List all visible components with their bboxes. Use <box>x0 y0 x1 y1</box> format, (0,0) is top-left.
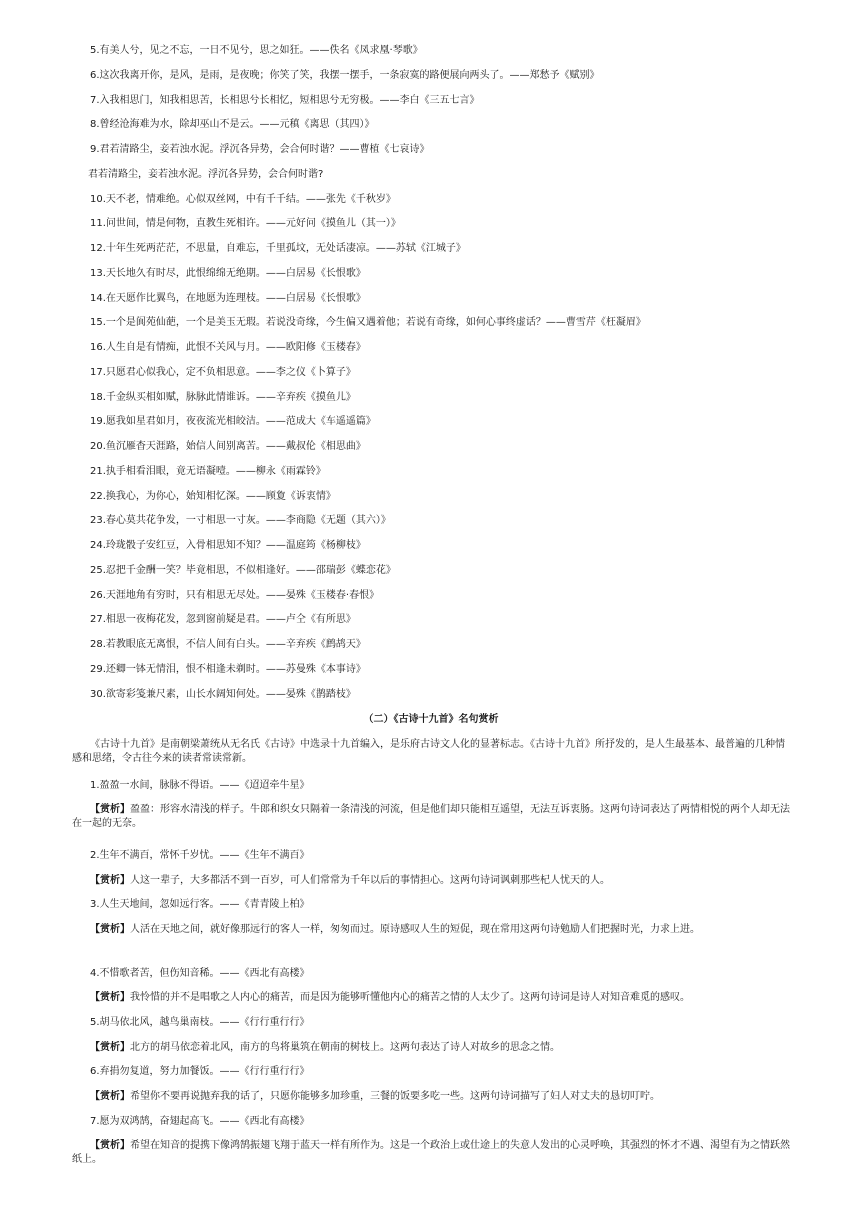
analysis-tag: 【赏析】 <box>90 804 130 815</box>
section-title: （二）《古诗十九首》名句赏析 <box>363 714 499 725</box>
poem-line-6: 6.这次我离开你，是风，是雨，是夜晚；你笑了笑，我摆一摆手，一条寂寞的路便展向两头了。——郑愁予《赋别》 <box>90 70 600 81</box>
analysis-7-text: 希望在知音的提携下像鸿鹄振翅飞翔于蓝天一样有所作为。这是一个政治上或仕途上的失意人发出的心灵呼唤，其强烈的怀才不遇、渴望有为之情跃然纸上。 <box>72 1140 790 1165</box>
analysis-5-text: 北方的胡马依恋着北风，南方的鸟将巢筑在朝南的树枝上。这两句表达了诗人对故乡的思念之情。 <box>130 1042 560 1053</box>
analysis-1-note <box>72 803 790 831</box>
poem-line-16: 16.人生自是有情痴，此恨不关风与月。——欧阳修《玉楼春》 <box>90 342 366 353</box>
analysis-6-text: 希望你不要再说抛弃我的话了，只愿你能够多加珍重，三餐的饭要多吃一些。这两句诗词描写了妇人对丈夫的恳切叮咛。 <box>130 1091 660 1102</box>
poem-line-25: 25.忍把千金酬一笑？毕竟相思，不似相逢好。——邵瑞彭《蝶恋花》 <box>90 565 396 576</box>
poem-line-29: 29.还卿一钵无情泪，恨不相逢未剃时。——苏曼殊《本事诗》 <box>90 664 366 675</box>
section-intro: 《古诗十九首》是南朝梁萧统从无名氏《古诗》中选录十九首编入，是乐府古诗文人化的显著标志。《古诗十九首》所抒发的，是人生最基本、最普遍的几种情感和思绪，令古往今来的读者常读常新。 <box>72 739 785 764</box>
analysis-1-line: 1.盈盈一水间，脉脉不得语。——《迢迢牵牛星》 <box>90 780 310 791</box>
poem-line-19: 19.愿我如星君如月，夜夜流光相皎洁。——范成大《车遥遥篇》 <box>90 416 376 427</box>
analysis-7-note <box>72 1139 790 1167</box>
analysis-4-text: 我怜惜的并不是唱歌之人内心的痛苦，而是因为能够听懂他内心的痛苦之情的人太少了。这两句诗词是诗人对知音难觅的感叹。 <box>130 992 690 1003</box>
poem-line-10: 10.天不老，情难绝。心似双丝网，中有千千结。——张先《千秋岁》 <box>90 194 396 205</box>
analysis-tag: 【赏析】 <box>90 1042 130 1053</box>
poem-line-9: 9.君若清路尘，妾若浊水泥。浮沉各异势，会合何时谐？——曹植《七哀诗》 <box>90 144 430 155</box>
poem-line-23: 23.春心莫共花争发，一寸相思一寸灰。——李商隐《无题（其六）》 <box>90 515 391 526</box>
analysis-tag: 【赏析】 <box>90 875 130 886</box>
poem-line-14: 14.在天愿作比翼鸟，在地愿为连理枝。——白居易《长恨歌》 <box>90 293 366 304</box>
poem-line-12: 12.十年生死两茫茫，不思量，自难忘，千里孤坟，无处话凄凉。——苏轼《江城子》 <box>90 243 466 254</box>
analysis-4-line: 4.不惜歌者苦，但伤知音稀。——《西北有高楼》 <box>90 968 310 979</box>
analysis-3-text: 人活在天地之间，就好像那远行的客人一样，匆匆而过。原诗感叹人生的短促，现在常用这两句诗勉励人们把握时光，力求上进。 <box>130 924 700 935</box>
poem-line-28: 28.若教眼底无离恨，不信人间有白头。——辛弃疾《鹧鸪天》 <box>90 639 366 650</box>
analysis-5-note <box>72 1041 790 1055</box>
analysis-tag: 【赏析】 <box>90 924 130 935</box>
poem-line-18: 18.千金纵买相如赋，脉脉此情谁诉。——辛弃疾《摸鱼儿》 <box>90 392 356 403</box>
analysis-2-note <box>72 874 790 888</box>
poem-line-7: 7.入我相思门，知我相思苦，长相思兮长相忆，短相思兮无穷极。——李白《三五七言》 <box>90 95 480 106</box>
analysis-6-line: 6.弃捐勿复道，努力加餐饭。——《行行重行行》 <box>90 1066 310 1077</box>
analysis-6-note <box>72 1090 790 1104</box>
poem-line-26: 26.天涯地角有穷时，只有相思无尽处。——晏殊《玉楼春·春恨》 <box>90 590 380 601</box>
poem-line-21: 21.执手相看泪眼，竟无语凝噎。——柳永《雨霖铃》 <box>90 466 326 477</box>
poem-line-20: 20.鱼沉雁杳天涯路，始信人间别离苦。——戴叔伦《相思曲》 <box>90 441 366 452</box>
poem-line-24: 24.玲珑骰子安红豆，入骨相思知不知？——温庭筠《杨柳枝》 <box>90 540 366 551</box>
poem-line-8: 8.曾经沧海难为水，除却巫山不是云。——元稹《离思（其四）》 <box>90 119 375 130</box>
analysis-3-note <box>72 923 790 937</box>
poem-line-22: 22.换我心，为你心，始知相忆深。——顾夐《诉衷情》 <box>90 491 336 502</box>
analysis-tag: 【赏析】 <box>90 992 130 1003</box>
analysis-2-text: 人这一辈子，大多都活不到一百岁，可人们常常为千年以后的事情担心。这两句诗词讽刺那些杞人忧天的人。 <box>130 875 610 886</box>
poem-line-11: 11.问世间，情是何物，直教生死相许。——元好问《摸鱼儿（其一）》 <box>90 218 401 229</box>
poem-line-5: 5.有美人兮，见之不忘，一日不见兮，思之如狂。——佚名《凤求凰·琴歌》 <box>90 45 423 56</box>
analysis-tag: 【赏析】 <box>90 1140 130 1151</box>
analysis-7-line: 7.愿为双鸿鹄，奋翅起高飞。——《西北有高楼》 <box>90 1116 310 1127</box>
analysis-5-line: 5.胡马依北风，越鸟巢南枝。——《行行重行行》 <box>90 1017 310 1028</box>
analysis-3-line: 3.人生天地间，忽如远行客。——《青青陵上柏》 <box>90 899 310 910</box>
poem-line-13: 13.天长地久有时尽，此恨绵绵无绝期。——白居易《长恨歌》 <box>90 268 366 279</box>
analysis-tag: 【赏析】 <box>90 1091 130 1102</box>
poem-line-30: 30.欲寄彩笺兼尺素，山长水阔知何处。——晏殊《鹊踏枝》 <box>90 689 356 700</box>
poem-line-15: 15.一个是阆苑仙葩，一个是美玉无瑕。若说没奇缘，今生偏又遇着他；若说有奇缘，如何心事终虚话？——曹雪芹《枉凝眉》 <box>90 317 646 328</box>
analysis-1-text: 盈盈：形容水清浅的样子。牛郎和织女只隔着一条清浅的河流，但是他们却只能相互遥望，无法互诉衷肠。这两句诗词表达了两情相悦的两个人却无法在一起的无奈。 <box>72 804 790 829</box>
poem-line-9-repeat: 君若清路尘，妾若浊水泥。浮沉各异势，会合何时谐? <box>88 169 324 180</box>
analysis-2-line: 2.生年不满百，常怀千岁忧。——《生年不满百》 <box>90 850 310 861</box>
poem-line-17: 17.只愿君心似我心，定不负相思意。——李之仪《卜算子》 <box>90 367 356 378</box>
poem-line-27: 27.相思一夜梅花发，忽到窗前疑是君。——卢仝《有所思》 <box>90 614 356 625</box>
analysis-4-note <box>72 991 790 1005</box>
